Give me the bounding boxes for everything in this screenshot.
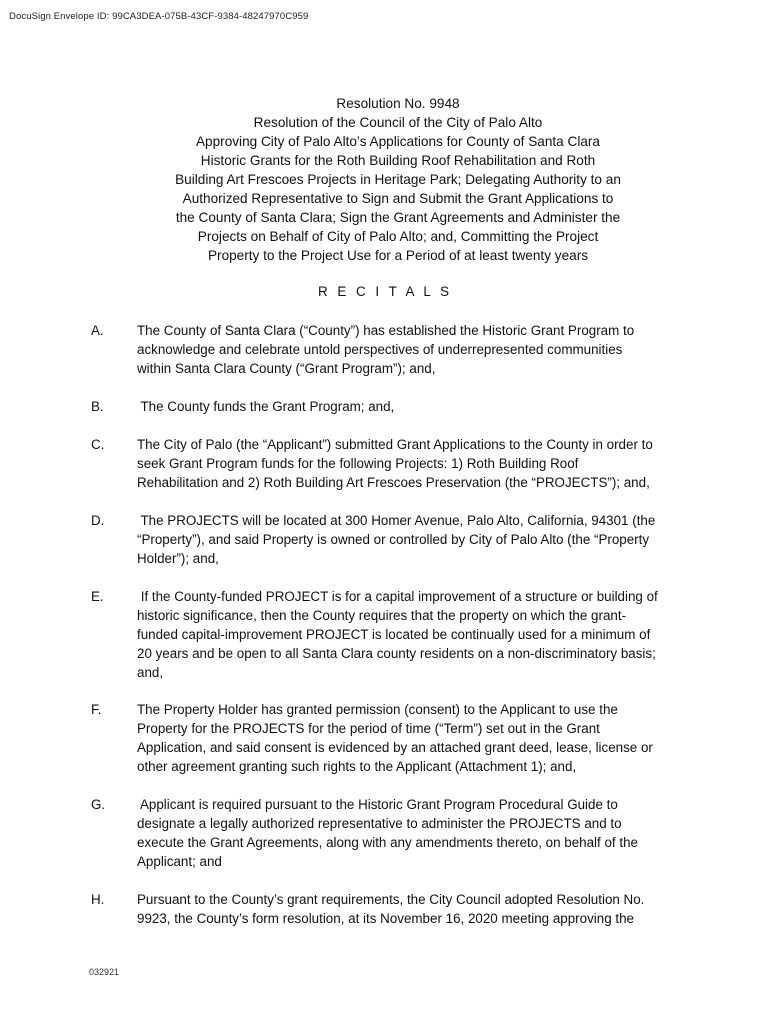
recital-line: The County funds the Grant Program; and, — [137, 399, 395, 414]
recital-line: Holder”); and, — [137, 551, 219, 566]
recital-line: 9923, the County’s form resolution, at its November 16, 2020 meeting approving the — [137, 911, 634, 926]
recital-line: The Property Holder has granted permission (consent) to the Applicant to use the — [137, 702, 618, 717]
recital-letter: H. — [91, 892, 105, 907]
recital-letter: D. — [91, 513, 105, 528]
recital-line: acknowledge and celebrate untold perspectives of underrepresented communities — [137, 342, 623, 357]
recital-line: Applicant; and — [137, 854, 222, 869]
recital-line: designate a legally authorized representative to administer the PROJECTS and to — [137, 816, 622, 831]
recital-line: within Santa Clara County (“Grant Program”); and, — [137, 361, 436, 376]
recital-text — [137, 795, 697, 871]
recital-letter: A. — [91, 323, 104, 338]
recital-line: The City of Palo (the “Applicant”) submitted Grant Applications to the County in order to — [137, 437, 653, 452]
recital-text — [137, 435, 697, 492]
recitals-heading: R E C I T A L S — [317, 284, 453, 299]
recital-text — [137, 700, 697, 776]
title-line: Resolution of the Council of the City of Palo Alto — [253, 115, 543, 130]
recital-letter: C. — [91, 437, 105, 452]
recital-line: If the County-funded PROJECT is for a capital improvement of a structure or building of — [137, 589, 658, 604]
footer-code: 032921 — [89, 967, 120, 977]
recital-line: other agreement granting such rights to the Applicant (Attachment 1); and, — [137, 759, 577, 774]
recital-letter: G. — [91, 797, 106, 812]
recital-letter: B. — [91, 399, 104, 414]
docusign-envelope-id: DocuSign Envelope ID: 99CA3DEA-075B-43CF-9384-48247970C959 — [9, 11, 309, 22]
recital-text — [137, 587, 697, 682]
recital-line: funded capital-improvement PROJECT is located be continually used for a minimum of — [137, 627, 651, 642]
recital-line: Property for the PROJECTS for the period of time (“Term”) set out in the Grant — [137, 721, 600, 736]
recital-text — [137, 890, 697, 928]
recital-text — [137, 511, 697, 568]
title-line: Property to the Project Use for a Period of at least twenty years — [207, 248, 589, 263]
recital-text — [137, 397, 697, 416]
recital-line: Application, and said consent is evidenced by an attached grant deed, lease, license or — [137, 740, 653, 755]
title-line: the County of Santa Clara; Sign the Grant Agreements and Administer the — [175, 210, 621, 225]
recital-line: Rehabilitation and 2) Roth Building Art Frescoes Preservation (the “PROJECTS”); and, — [137, 475, 650, 490]
recital-text — [137, 321, 697, 378]
title-line: Historic Grants for the Roth Building Roof Rehabilitation and Roth — [200, 153, 596, 168]
recital-line: The County of Santa Clara (“County”) has established the Historic Grant Program to — [137, 323, 635, 338]
recital-letter: F. — [91, 702, 102, 717]
title-line: Approving City of Palo Alto’s Applications for County of Santa Clara — [195, 134, 600, 149]
recital-line: 20 years and be open to all Santa Clara county residents on a non-discriminatory basis; — [137, 646, 656, 661]
recital-line: historic significance, then the County requires that the property on which the grant- — [137, 608, 627, 623]
title-line: Projects on Behalf of City of Palo Alto; and, Committing the Project — [197, 229, 599, 244]
recital-line: “Property”), and said Property is owned or controlled by City of Palo Alto (the “Property — [137, 532, 650, 547]
recital-line: The PROJECTS will be located at 300 Homer Avenue, Palo Alto, California, 94301 (the — [137, 513, 656, 528]
recital-line: Applicant is required pursuant to the Historic Grant Program Procedural Guide to — [137, 797, 618, 812]
recital-line: and, — [137, 665, 164, 680]
recital-line: Pursuant to the County’s grant requirements, the City Council adopted Resolution No. — [137, 892, 645, 907]
title-line: Resolution No. 9948 — [336, 96, 460, 111]
title-line: Building Art Frescoes Projects in Heritage Park; Delegating Authority to an — [175, 172, 621, 187]
resolution-title — [100, 94, 696, 265]
recital-letter: E. — [91, 589, 104, 604]
title-line: Authorized Representative to Sign and Submit the Grant Applications to — [182, 191, 614, 206]
recital-line: execute the Grant Agreements, along with any amendments thereto, on behalf of the — [137, 835, 638, 850]
recital-line: seek Grant Program funds for the following Projects: 1) Roth Building Roof — [137, 456, 579, 471]
